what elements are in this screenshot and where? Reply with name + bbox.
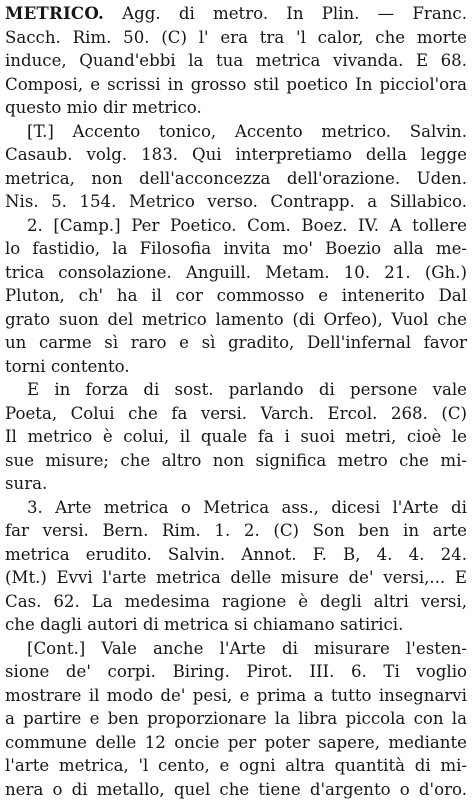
text-line: Poeta, Colui che fa versi. Varch. Ercol. 268. (C) — [5, 402, 467, 426]
text-line: sione de' corpi. Biring. Pirot. III. 6. Ti voglio — [5, 660, 467, 684]
text-line: Nis. 5. 154. Metrico verso. Contrapp. a Sillabico. — [5, 190, 467, 214]
entry-headline — [5, 2, 467, 26]
text-line: Il metrico è colui, il quale fa i suoi metri, cioè le — [5, 425, 467, 449]
text-line: induce, Quand'ebbi la tua metrica vivanda. E 68. — [5, 49, 467, 73]
text-line: metrica erudito. Salvin. Annot. F. B, 4. 4. 24. — [5, 543, 467, 567]
text-line: mostrare il modo de' pesi, e prima a tutto insegnarvi — [5, 684, 467, 708]
text-line: Sacch. Rim. 50. (C) l' era tra 'l calor, che morte — [5, 26, 467, 50]
text-line: questo mio dir metrico. — [5, 96, 467, 120]
text-line: che dagli autori di metrica si chiamano satirici. — [5, 613, 467, 637]
text-line: lo fastidio, la Filosofia invita mo' Boezio alla me- — [5, 237, 467, 261]
paragraph-start: [T.] Accento tonico, Accento metrico. Salvin. — [5, 120, 467, 144]
text-line: un carme sì raro e sì gradito, Dell'infernal favor — [5, 331, 467, 355]
paragraph-start: E in forza di sost. parlando di persone vale — [5, 378, 467, 402]
text-line: metrica, non dell'acconcezza dell'orazione. Uden. — [5, 167, 467, 191]
text-line: Cas. 62. La medesima ragione è degli altri versi, — [5, 590, 467, 614]
text-line: l'arte metrica, 'l cento, e ogni altra quantità di mi- — [5, 754, 467, 778]
text-line: Composi, e scrissi in grosso stil poetico In picciol'ora — [5, 73, 467, 97]
text-line: far versi. Bern. Rim. 1. 2. (C) Son ben in arte — [5, 519, 467, 543]
text-line: torni contento. — [5, 355, 467, 379]
text-line: a partire e ben proporzionare la libra piccola con la — [5, 707, 467, 731]
text-line: trica consolazione. Anguill. Metam. 10. 21. (Gh.) — [5, 261, 467, 285]
text-line: sura. — [5, 472, 467, 496]
text-line: sue misure; che altro non significa metro che mi- — [5, 449, 467, 473]
text-line: Pluton, ch' ha il cor commosso e intenerito Dal — [5, 284, 467, 308]
paragraph-start: [Cont.] Vale anche l'Arte di misurare l'esten- — [5, 637, 467, 661]
sense-2-start: 2. [Camp.] Per Poetico. Com. Boez. IV. A tollere — [5, 214, 467, 238]
text-line: commune delle 12 oncie per poter sapere, mediante — [5, 731, 467, 755]
text-line: Casaub. volg. 183. Qui interpretiamo della legge — [5, 143, 467, 167]
sense-3-start: 3. Arte metrica o Metrica ass., dicesi l'Arte di — [5, 496, 467, 520]
headline-rest: Agg. di metro. In Plin. — Franc. — [104, 4, 467, 23]
text-line: nera o di metallo, quel che tiene d'argento o d'oro. — [5, 778, 467, 801]
text-line: (Mt.) Evvi l'arte metrica delle misure de' versi,... E — [5, 566, 467, 590]
headword: METRICO. — [5, 3, 104, 23]
text-line: grato suon del metrico lamento (di Orfeo), Vuol che — [5, 308, 467, 332]
